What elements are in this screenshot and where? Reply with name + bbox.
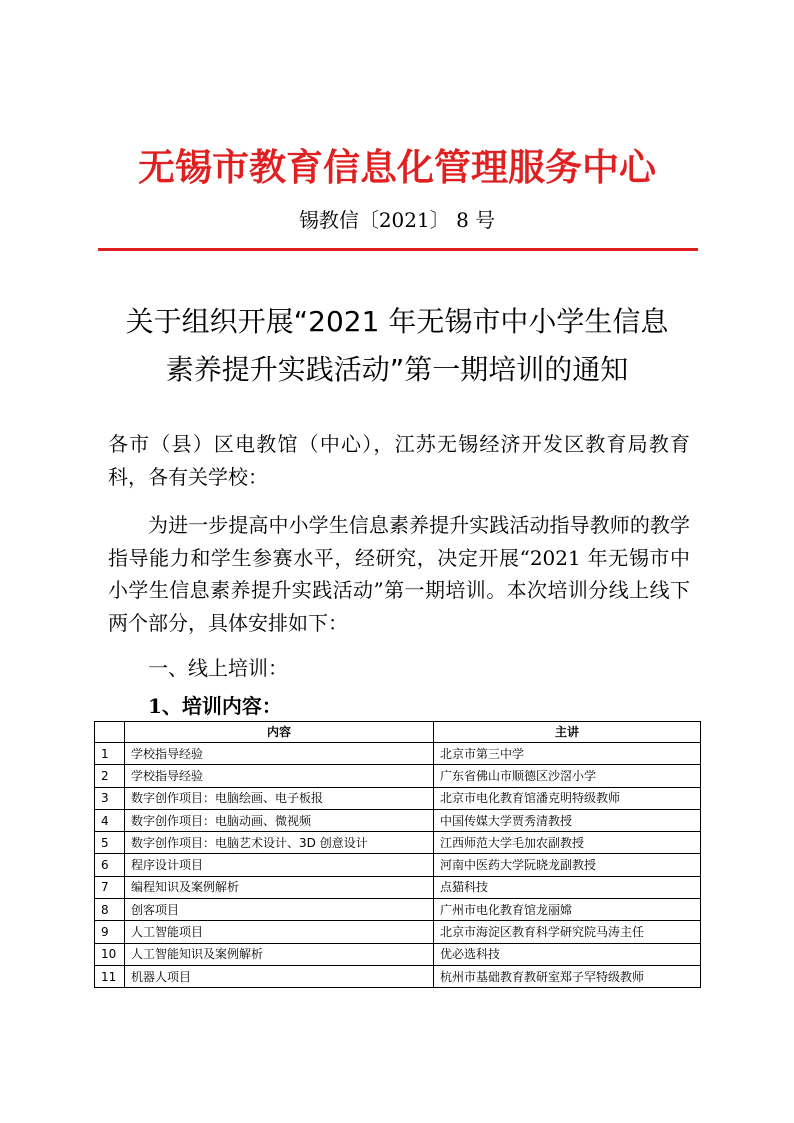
row-lecturer-cell: 中国传媒大学贾秀清教授 [434,809,701,831]
row-content-cell: 机器人项目 [125,965,434,987]
table-row [95,787,701,809]
row-lecturer-cell: 杭州市基础教育教研室郑子罕特级教师 [434,965,701,987]
notice-title-line-2: 素养提升实践活动”第一期培训的通知 [165,353,629,386]
row-number-cell: 9 [95,921,125,943]
table-row [95,832,701,854]
header-lecturer: 主讲 [434,722,701,743]
row-content-cell: 数字创作项目：电脑绘画、电子板报 [125,787,434,809]
section-heading-online-training: 一、线上培训： [148,656,288,680]
row-content-cell: 人工智能知识及案例解析 [125,943,434,965]
table-row [95,876,701,898]
row-lecturer-cell: 优必选科技 [434,943,701,965]
row-lecturer-cell: 北京市海淀区教育科学研究院马涛主任 [434,921,701,943]
salutation: 各市（县）区电教馆（中心），江苏无锡经济开发区教育局教育科，各有关学校： [108,432,690,489]
row-lecturer-cell: 广东省佛山市顺德区沙滘小学 [434,765,701,787]
table-row [95,965,701,987]
row-lecturer-cell: 北京市电化教育馆潘克明特级教师 [434,787,701,809]
row-content-cell: 程序设计项目 [125,854,434,876]
row-content-cell: 学校指导经验 [125,743,434,765]
header-content: 内容 [125,722,434,743]
table-row [95,809,701,831]
table-row [95,943,701,965]
row-lecturer-cell: 北京市第三中学 [434,743,701,765]
row-number-cell: 2 [95,765,125,787]
row-lecturer-cell: 广州市电化教育馆龙丽嫦 [434,899,701,921]
table-row [95,765,701,787]
row-content-cell: 学校指导经验 [125,765,434,787]
table-row [95,899,701,921]
row-lecturer-cell: 河南中医药大学阮晓龙副教授 [434,854,701,876]
training-content-table [94,721,701,988]
document-number: 锡教信〔2021〕 8 号 [298,208,496,232]
row-content-cell: 编程知识及案例解析 [125,876,434,898]
row-number-cell: 8 [95,899,125,921]
row-number-cell: 7 [95,876,125,898]
row-content-cell: 数字创作项目：电脑动画、微视频 [125,809,434,831]
row-number-cell: 6 [95,854,125,876]
row-number-cell: 3 [95,787,125,809]
organization-title: 无锡市教育信息化管理服务中心 [138,145,656,189]
row-lecturer-cell: 点猫科技 [434,876,701,898]
row-content-cell: 创客项目 [125,899,434,921]
row-number-cell: 11 [95,965,125,987]
row-number-cell: 1 [95,743,125,765]
subsection-heading-training-content: 1、培训内容： [148,694,282,718]
row-content-cell: 人工智能项目 [125,921,434,943]
row-content-cell: 数字创作项目：电脑艺术设计、3D 创意设计 [125,832,434,854]
table-header-row [95,722,701,743]
red-divider-line [98,248,698,251]
table-row [95,921,701,943]
row-number-cell: 10 [95,943,125,965]
notice-title [0,298,794,394]
row-number-cell: 4 [95,809,125,831]
table-row [95,854,701,876]
intro-paragraph: 为进一步提高中小学生信息素养提升实践活动指导教师的教学指导能力和学生参赛水平，经研究，决定开展“2021 年无锡市中小学生信息素养提升实践活动”第一期培训。本次培训分线上线下两个部分，具体安排如下： [108,513,690,635]
row-lecturer-cell: 江西师范大学毛加农副教授 [434,832,701,854]
header-no [95,722,125,743]
notice-title-line-1: 关于组织开展“2021 年无锡市中小学生信息 [125,305,669,338]
table-row [95,743,701,765]
row-number-cell: 5 [95,832,125,854]
